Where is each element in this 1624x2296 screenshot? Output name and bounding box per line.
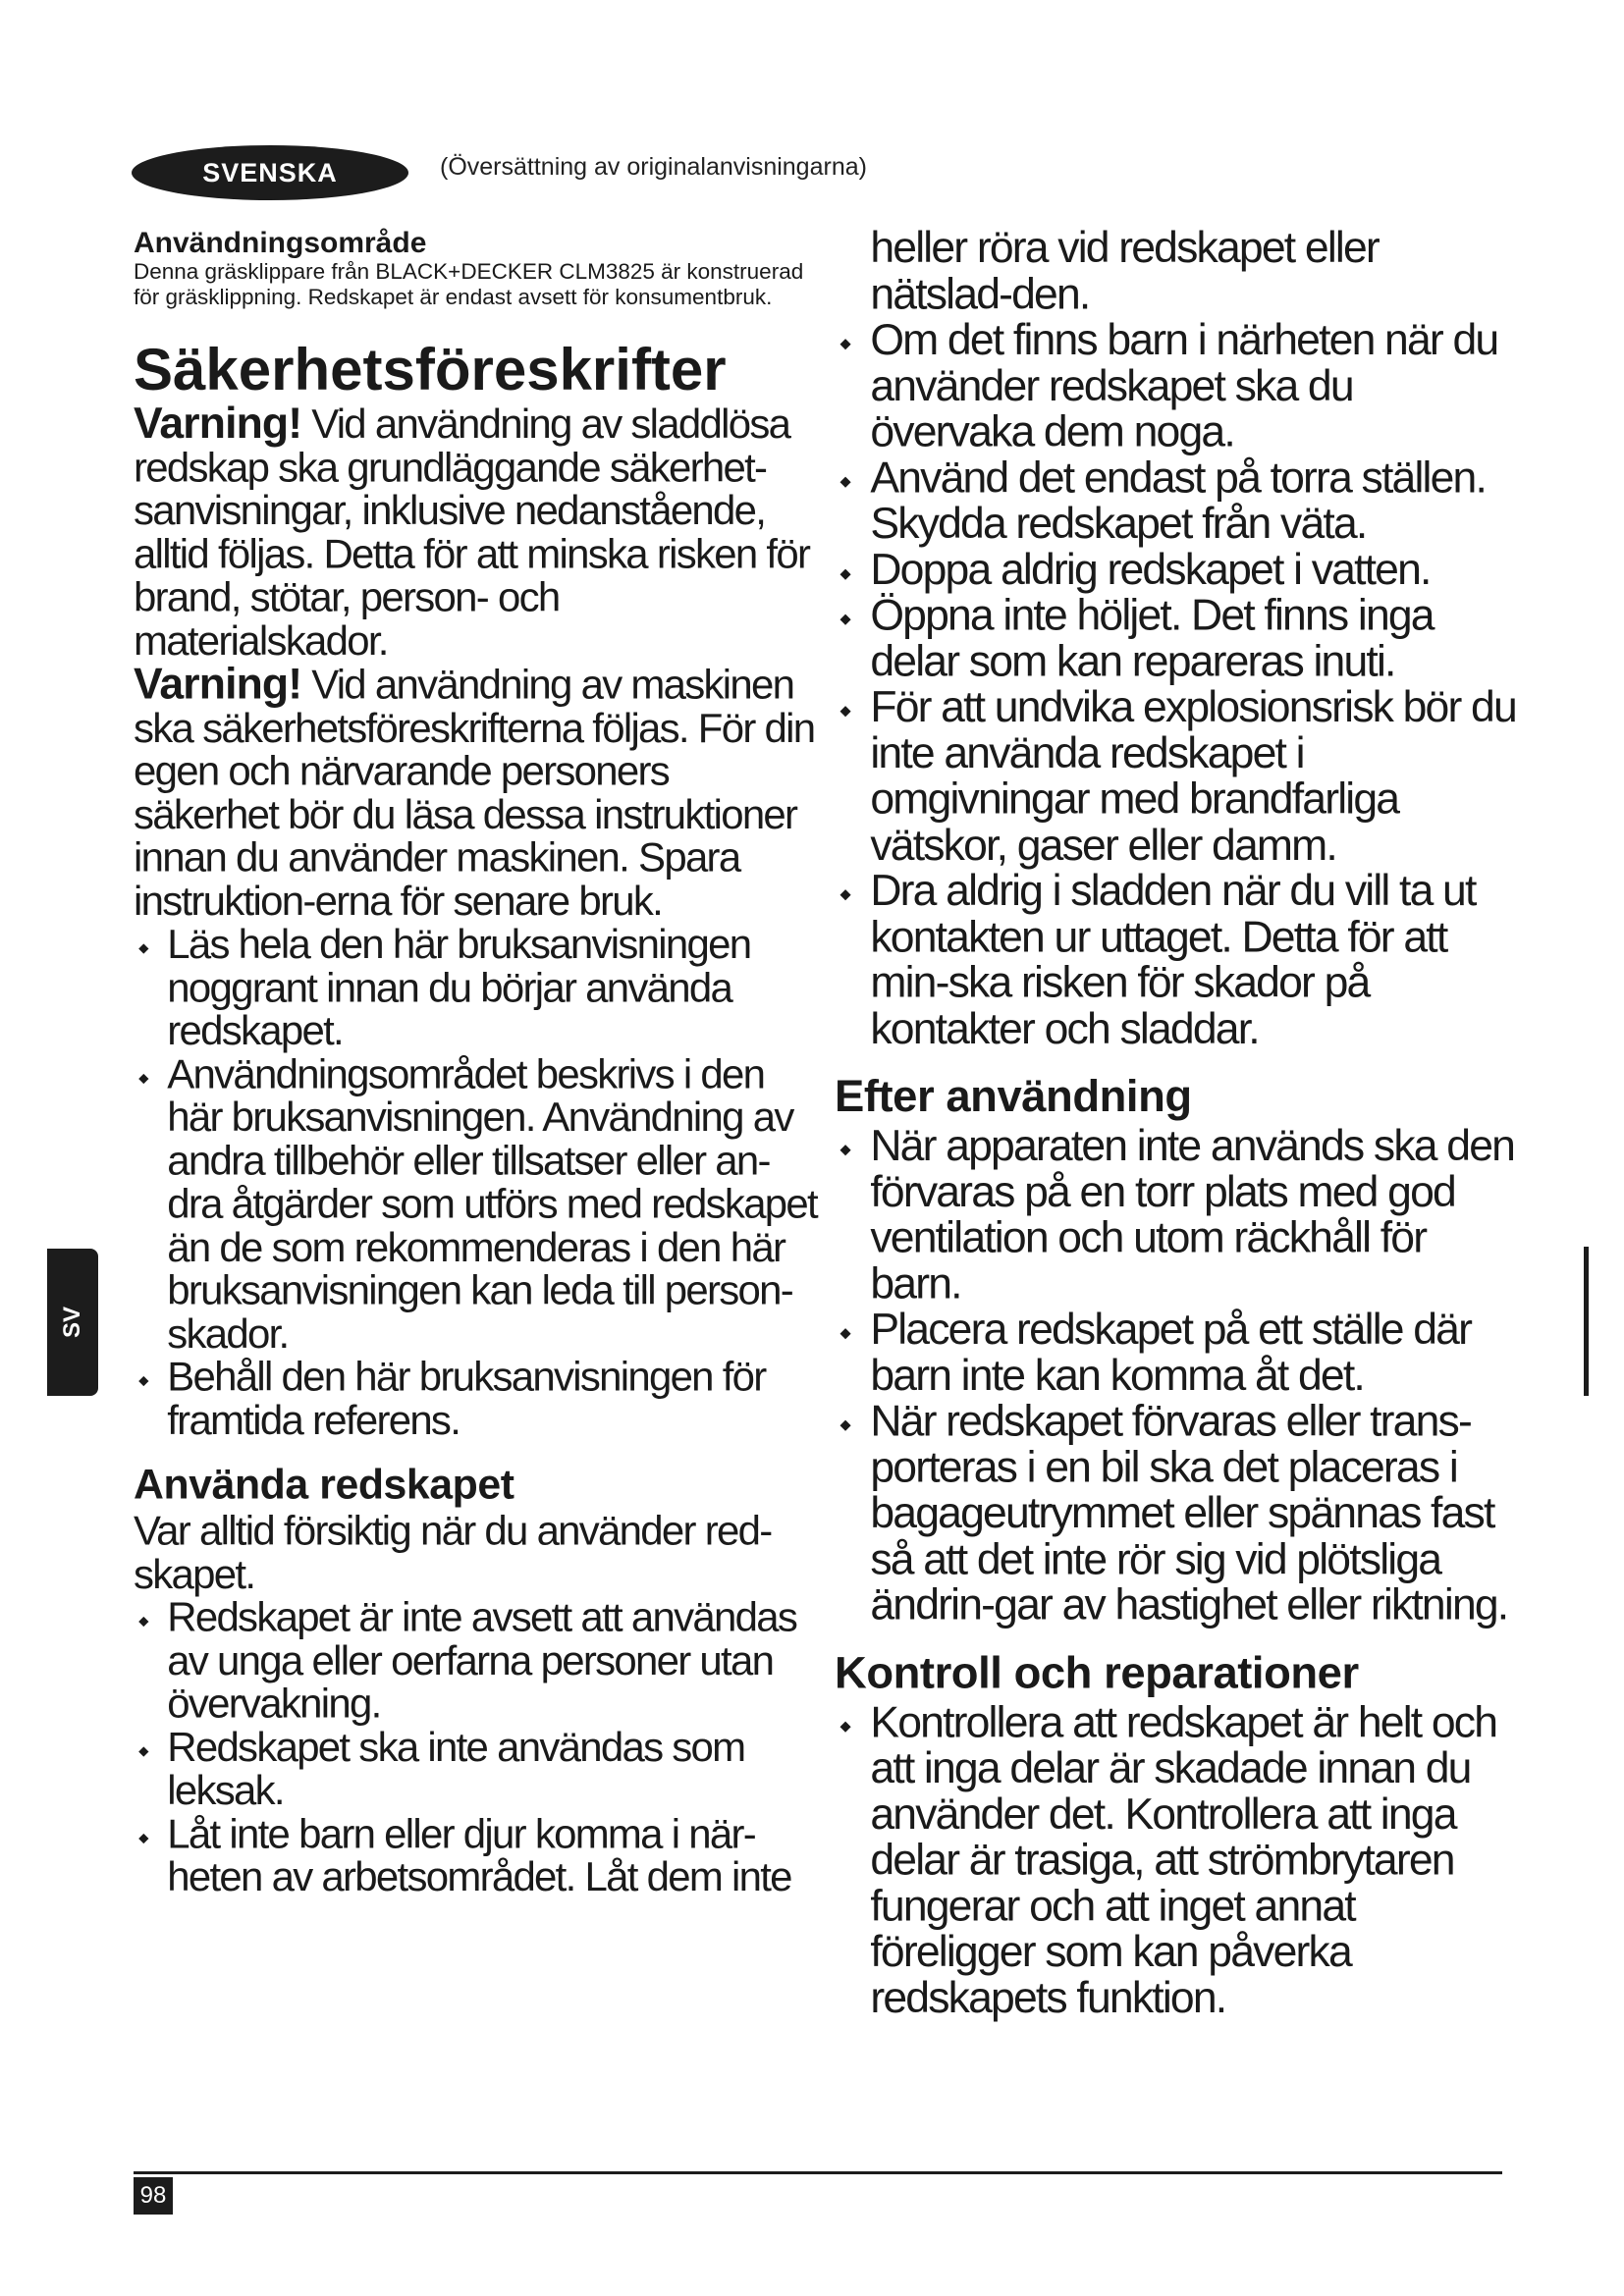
using-bullet-list-continued [835, 315, 1522, 1053]
scope-text [134, 259, 821, 310]
warning-1-text: Vid användning av sladdlösa redskap ska grundläggande säkerhet-sanvisningar, inklusive nedanstående, alltid följas. Detta för att minska risken för brand, stötar, person- och materialskador. [134, 401, 810, 664]
page-number: 98 [134, 2177, 173, 2215]
scope-heading: Användningsområde [134, 227, 427, 259]
using-intro: Var alltid försiktig när du använder red-skapet. [134, 1508, 772, 1597]
list-item: ◆ Om det finns barn i närheten när du använder redskapet ska du övervaka dem noga. [835, 318, 1522, 455]
list-item: ◆ Öppna inte höljet. Det finns inga delar som kan repareras inuti. [835, 593, 1522, 685]
safety-title: Säkerhetsföreskrifter [134, 337, 727, 402]
list-item: ◆ Dra aldrig i sladden när du vill ta ut kontakten ur uttaget. Detta för att min-ska risken för skador på kontakter och sladdar. [835, 869, 1522, 1052]
list-item: ◆ När apparaten inte används ska den förvaras på en torr plats med god ventilation och utom räckhåll för barn. [835, 1124, 1522, 1308]
using-bullet-list [134, 1596, 821, 1899]
safety-bullet-list [134, 924, 821, 1443]
footer-rule [134, 2171, 1502, 2174]
translation-note: (Översättning av originalanvisningarna) [440, 153, 867, 181]
using-title: Använda redskapet [134, 1460, 514, 1508]
right-column [835, 226, 1522, 2203]
warning-1-label: Varning! [134, 399, 302, 449]
list-item: ◆ Behåll den här bruksanvisningen för framtida referens. [134, 1357, 821, 1443]
safety-body [134, 399, 821, 1900]
list-item: ◆ Redskapet ska inte användas som leksak. [134, 1727, 821, 1813]
left-column [134, 228, 821, 2152]
list-item: ◆ Läs hela den här bruksanvisningen noggrant innan du börjar använda redskapet. [134, 924, 821, 1053]
warning-2-label: Varning! [134, 659, 302, 709]
list-item: ◆ Redskapet är inte avsett att användas av unga eller oerfarna personer utan övervakning. [134, 1596, 821, 1726]
after-use-bullet-list [835, 1121, 1522, 1629]
scope-line-1: Denna gräsklippare från BLACK+DECKER CLM3825 är konstruerad [134, 259, 804, 284]
warning-1 [134, 399, 821, 664]
inspection-bullet-list [835, 1697, 1522, 2022]
list-item: ◆ Använd det endast på torra ställen. Skydda redskapet från väta. [835, 455, 1522, 548]
list-item: ◆ Låt inte barn eller djur komma i när-heten av arbetsområdet. Låt dem inte [134, 1813, 821, 1899]
list-item: ◆ När redskapet förvaras eller trans-porteras i en bil ska det placeras i bagageutrymmet eller spännas fast så att det inte rör sig vid plötsliga ändrin-gar av hastighet eller riktning. [835, 1399, 1522, 1629]
warning-2-text: Vid användning av maskinen ska säkerhetsföreskrifterna följas. För din egen och närvarande personers säkerhet bör du läsa dessa instruktioner innan du använder maskinen. Spara instruktion-erna för senare bruk. [134, 662, 815, 925]
list-item: ◆ Kontrollera att redskapet är helt och att inga delar är skadade innan du använder det. Kontrollera att inga delar är trasiga, att strömbrytaren fungerar och att inget annat föreligger som kan påverka redskapets funktion. [835, 1700, 1522, 2021]
side-tab [47, 1249, 98, 1396]
language-badge: SVENSKA [132, 145, 408, 200]
list-item: ◆ För att undvika explosionsrisk bör du inte använda redskapet i omgivningar med brandfarliga vätskor, gaser eller damm. [835, 685, 1522, 869]
list-item: ◆ Användningsområdet beskrivs i den här bruksanvisningen. Användning av andra tillbehör eller tillsatser eller an-dra åtgärder som utförs med redskapet än de som rekommenderas i den här bruksanvisningen kan leda till person-skador. [134, 1053, 821, 1357]
right-margin-rule [1584, 1247, 1589, 1396]
right-body [835, 226, 1522, 2021]
using-continued: heller röra vid redskapet eller nätslad-den. [870, 224, 1379, 319]
scope-line-2: för gräsklippning. Redskapet är endast avsett för konsumentbruk. [134, 285, 773, 309]
after-use-title: Efter användning [835, 1071, 1192, 1121]
list-item: ◆ Doppa aldrig redskapet i vatten. [835, 547, 1522, 593]
warning-2 [134, 659, 821, 925]
list-item: ◆ Placera redskapet på ett ställe där barn inte kan komma åt det. [835, 1308, 1522, 1400]
side-tab-label: SV [58, 1306, 85, 1339]
inspection-title: Kontroll och reparationer [835, 1647, 1359, 1698]
